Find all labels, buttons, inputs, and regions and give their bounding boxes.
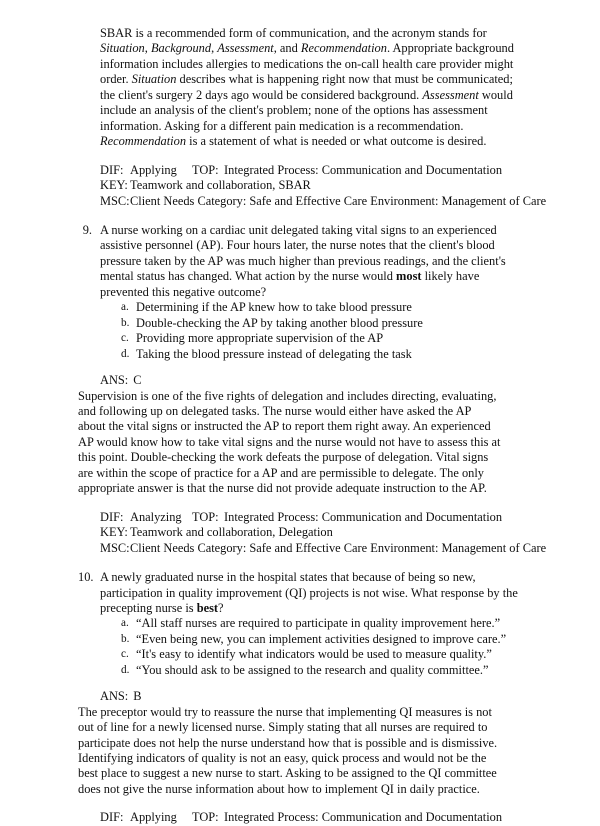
msc-value: Client Needs Category: Safe and Effective Care Environment: Management of Care <box>130 540 547 555</box>
metadata-row-dif <box>100 810 520 825</box>
option-c-text: “It's easy to identify what indicators would be used to measure quality.” <box>136 647 492 662</box>
option-b[interactable] <box>121 316 520 331</box>
question-9-stem: A nurse working on a cardiac unit delegated taking vital signs to an experienced assistive personnel (AP). Four hours later, the nurse notes that the client's blood pressure taken by the AP was much higher than previous readings, and the client's mental status has changed. What action by the nurse would most likely have prevented this negative outcome? <box>100 222 506 299</box>
dif-value: Applying <box>130 162 177 177</box>
answer-label: ANS: <box>100 373 129 388</box>
dif-value: Applying <box>130 810 177 825</box>
metadata-block-2 <box>100 509 547 556</box>
option-c[interactable] <box>121 647 520 662</box>
question-10 <box>78 570 520 797</box>
top-label: TOP: <box>192 810 219 825</box>
answer-value: C <box>133 373 142 388</box>
metadata-block-1 <box>100 162 547 209</box>
metadata-row-dif <box>100 163 520 178</box>
dif-value: Analyzing <box>130 509 182 524</box>
question-10-options <box>121 616 520 678</box>
option-c[interactable] <box>121 331 520 346</box>
top-label: TOP: <box>192 162 219 177</box>
option-d-text: Taking the blood pressure instead of delegating the task <box>136 346 412 361</box>
answer-value: B <box>133 689 142 704</box>
question-10-header <box>78 570 520 616</box>
rationale-text: SBAR is a recommended form of communication, and the acronym stands for Situation, Background, Assessment, and Recommendation. Appropriate background information includes allergies to medications the on-call health care provider might order. Situation describes what is happening right now that must be communicated; the client's surgery 2 days ago would be considered background. Assessment would include an analysis of the client's problem; none of the options has assessment information. Asking for a different pain medication is a recommendation. Recommendation is a statement of what is needed or what outcome is desired. <box>100 26 514 149</box>
question-10-answer <box>100 689 520 704</box>
option-d-text: “You should ask to be assigned to the research and quality committee.” <box>136 662 489 677</box>
question-10-rationale-text: The preceptor would try to reassure the nurse that implementing QI measures is not out of line for a newly licensed nurse. Simply stating that all nurses are required to participate does not help the nurse understand how that is possible and is dismissive. Identifying indicators of quality is not an easy, quick process and would not be the best place to suggest a new nurse to start. Asking to be assigned to the QI committee does not give the nurse information about how to implement QI in daily practice. <box>78 704 498 796</box>
option-d-letter: d. <box>121 663 130 676</box>
question-9-options <box>121 300 520 362</box>
answer-label: ANS: <box>100 689 129 704</box>
metadata-row-dif <box>100 510 520 525</box>
metadata-row-key <box>100 525 520 540</box>
key-label: KEY: <box>100 178 128 193</box>
msc-label: MSC: <box>100 193 130 208</box>
question-10-number: 10. <box>78 570 94 585</box>
option-b-letter: b. <box>121 632 130 645</box>
msc-value: Client Needs Category: Safe and Effective Care Environment: Management of Care <box>130 193 547 208</box>
top-value: Integrated Process: Communication and Documentation <box>224 509 503 524</box>
option-c-letter: c. <box>121 648 129 661</box>
rationale-paragraph-intro <box>100 26 524 150</box>
question-10-rationale <box>78 705 502 798</box>
question-9 <box>78 223 520 497</box>
option-b-text: Double-checking the AP by taking another blood pressure <box>136 315 423 330</box>
metadata-row-key <box>100 178 520 193</box>
option-a[interactable] <box>121 616 520 631</box>
question-9-rationale <box>78 389 502 497</box>
metadata-block-3 <box>100 810 520 825</box>
key-value: Teamwork and collaboration, Delegation <box>130 525 333 540</box>
question-9-rationale-text: Supervision is one of the five rights of delegation and includes directing, evaluating, and following up on delegated tasks. The nurse would either have asked the AP about the vital signs or instructed the AP to report them right away. An experienced AP would know how to take vital signs and the nurse would not have to assess this at this point. Double-checking the work defeats the purpose of delegation. Vital signs are within the scope of practice for a AP and are permissible to delegate. The only appropriate answer is that the nurse did not provide adequate instruction to the AP. <box>78 388 501 496</box>
metadata-row-msc <box>100 193 547 209</box>
option-a-letter: a. <box>121 301 129 314</box>
option-b[interactable] <box>121 632 520 647</box>
option-d-letter: d. <box>121 347 130 360</box>
top-value: Integrated Process: Communication and Documentation <box>224 810 503 825</box>
question-9-header <box>78 223 520 300</box>
question-9-answer <box>100 373 520 388</box>
option-c-letter: c. <box>121 332 129 345</box>
key-label: KEY: <box>100 525 128 540</box>
option-b-letter: b. <box>121 316 130 329</box>
option-b-text: “Even being new, you can implement activities designed to improve care.” <box>136 631 507 646</box>
question-10-stem: A newly graduated nurse in the hospital states that because of being so new, participation in quality improvement (QI) projects is not wise. What response by the precepting nurse is best? <box>100 570 518 615</box>
dif-label: DIF: <box>100 810 124 825</box>
top-value: Integrated Process: Communication and Documentation <box>224 162 503 177</box>
dif-label: DIF: <box>100 509 124 524</box>
option-d[interactable] <box>121 663 520 678</box>
option-d[interactable] <box>121 347 520 362</box>
metadata-row-msc <box>100 540 547 556</box>
option-c-text: Providing more appropriate supervision of the AP <box>136 331 384 346</box>
top-label: TOP: <box>192 509 219 524</box>
option-a-text: “All staff nurses are required to participate in quality improvement here.” <box>136 616 501 631</box>
question-9-number: 9. <box>82 222 92 237</box>
option-a-text: Determining if the AP knew how to take blood pressure <box>136 300 412 315</box>
key-value: Teamwork and collaboration, SBAR <box>130 178 311 193</box>
dif-label: DIF: <box>100 162 124 177</box>
option-a[interactable] <box>121 300 520 315</box>
option-a-letter: a. <box>121 617 129 630</box>
msc-label: MSC: <box>100 540 130 555</box>
